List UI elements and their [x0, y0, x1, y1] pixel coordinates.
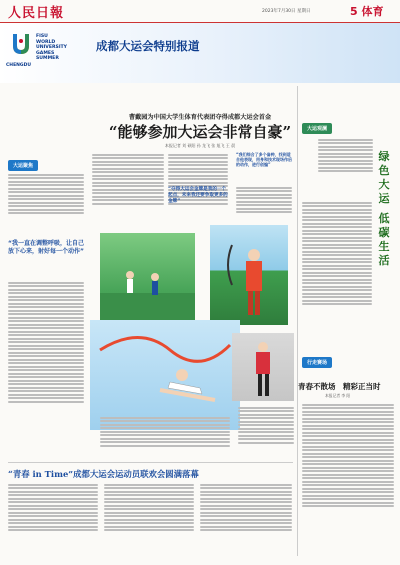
article-text-col1a: [8, 172, 84, 232]
sidebar-box-byline: 本报记者 李 阳: [325, 393, 351, 398]
article-text-lower: [100, 415, 230, 460]
section2-text-col1: [8, 482, 98, 552]
article-text-col1b: [8, 280, 84, 455]
article-subhead: 曹戴园为中国大学生体育代表团夺得成都大运会首金: [128, 114, 272, 121]
article-text-col2a: [92, 152, 164, 227]
newspaper-logo: 人民日報: [8, 6, 65, 21]
sidebar-divider: [297, 86, 298, 556]
photo-dancer: [232, 333, 294, 401]
banner-title: 成都大运会特别报道: [96, 39, 200, 53]
article-text-col4a: [236, 185, 292, 225]
sidebar-box-title: 青春不散场 精彩正当时: [298, 382, 381, 391]
article-headline: “能够参加大运会非常自豪”: [108, 123, 292, 141]
pull-quote-center-2: “夺得大运会金牌是我的一个起点，未来我还要争取更多的金牌”: [168, 187, 228, 204]
section2-text-col3: [200, 482, 292, 552]
section-label: 5 体育: [350, 5, 384, 18]
photo-rhythmic-gymnast: [90, 320, 240, 430]
section2-headline: “青春 in Time”成都大运会运动员联欢会圆满落幕: [8, 469, 199, 479]
sidebar-box-text: [302, 402, 394, 552]
sidebar-vertical-title: 绿 色 大 运 低 碳 生 活: [378, 150, 390, 267]
sidebar-intro-text: [318, 137, 373, 187]
pull-quote-center-1: “我们综合了多个备种，找到适合他表现，用身和技术现场作后的动作，进行创编”: [236, 152, 292, 167]
article-text-col4b: [238, 405, 294, 460]
section-divider: [8, 462, 293, 463]
issue-date: 2023年7月30日 星期日: [262, 9, 311, 14]
fisu-wordmark: FISU WORLD UNIVERSITY GAMES SUMMER: [36, 34, 67, 62]
fisu-logo-icon: [10, 32, 32, 58]
pull-quote-left: “我一直在调整呼吸，让自己放下心来，射好每一个动作”: [8, 240, 84, 255]
photo-gymnast-floor: [100, 233, 195, 328]
tag-scene: 大运聚焦: [8, 160, 38, 171]
tag-report: 行走赛场: [302, 357, 332, 368]
article-byline: 本报记者 刘 硕阳 孙 龙飞 张 旭飞 王 晨: [164, 143, 236, 148]
page-footer: [0, 556, 400, 565]
city-label: CHENGDU: [6, 63, 31, 68]
tag-sidebar: 大运观澜: [302, 123, 332, 134]
section2-text-col2: [104, 482, 194, 552]
sidebar-article-text: [302, 200, 372, 350]
photo-archer: [210, 225, 288, 325]
